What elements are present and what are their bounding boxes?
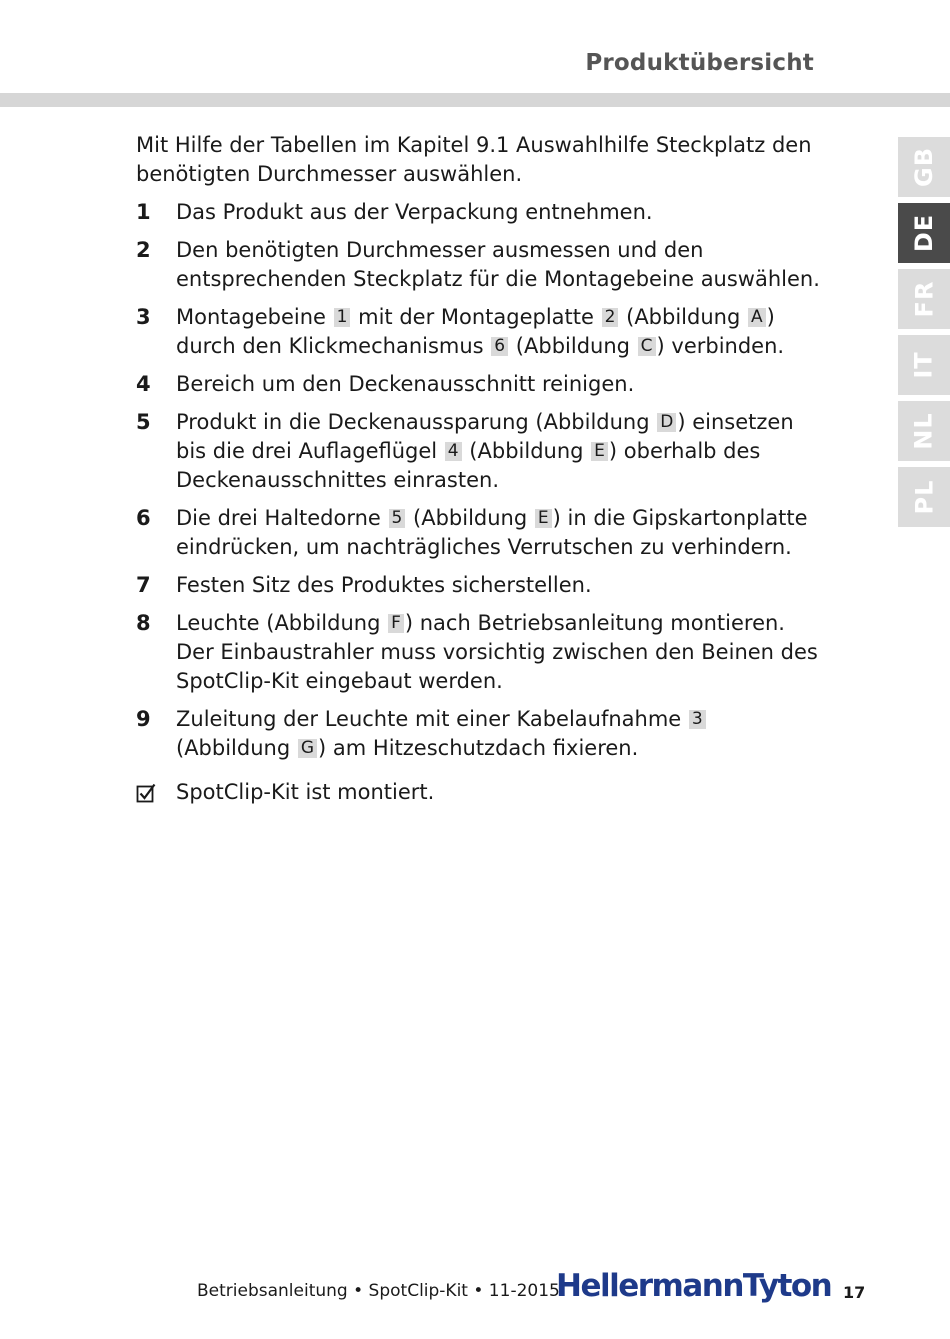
reference-marker: G bbox=[298, 739, 317, 758]
step-text-segment: ) verbinden. bbox=[656, 334, 785, 358]
step-item bbox=[136, 370, 826, 399]
intro-paragraph: Mit Hilfe der Tabellen im Kapitel 9.1 Auswahlhilfe Steckplatz den benötigten Durchmesser auswählen. bbox=[136, 133, 812, 186]
step-item bbox=[136, 705, 826, 763]
reference-marker: D bbox=[657, 413, 676, 432]
step-item bbox=[136, 609, 826, 696]
step-number: 7 bbox=[136, 573, 151, 597]
step-text-segment: Leuchte (Abbildung bbox=[176, 611, 388, 635]
language-tabs bbox=[898, 137, 950, 533]
step-number: 5 bbox=[136, 410, 151, 434]
step-text bbox=[176, 370, 826, 399]
step-text-segment: (Abbildung bbox=[406, 506, 534, 530]
reference-marker: E bbox=[591, 442, 608, 461]
step-text-segment: Den benötigten Durchmesser ausmessen und den entsprechenden Steckplatz für die Montagebeine auswählen. bbox=[176, 238, 820, 291]
step-text-segment: Bereich um den Deckenausschnitt reinigen. bbox=[176, 372, 635, 396]
step-text-segment: Zuleitung der Leuchte mit einer Kabelaufnahme bbox=[176, 707, 688, 731]
language-tab-de[interactable] bbox=[898, 203, 950, 263]
step-text-segment: Das Produkt aus der Verpackung entnehmen. bbox=[176, 200, 653, 224]
language-tab-label: GB bbox=[910, 147, 938, 187]
step-text-segment: (Abbildung bbox=[462, 439, 591, 463]
reference-marker: 5 bbox=[389, 509, 406, 528]
header-divider-bar bbox=[0, 93, 950, 107]
step-text-segment: ) einsetzen bis die drei Auflageflügel bbox=[176, 410, 794, 463]
step-text-segment: ) nach Betriebsanleitung montieren. Der Einbaustrahler muss vorsichtig zwischen den Beinen des SpotClip-Kit eingebaut werden. bbox=[176, 611, 818, 693]
step-number: 6 bbox=[136, 506, 151, 530]
reference-marker: A bbox=[748, 308, 766, 327]
step-text-segment: mit der Montageplatte bbox=[351, 305, 601, 329]
language-tab-label: DE bbox=[909, 213, 938, 253]
page-header-title: Produktübersicht bbox=[585, 50, 814, 76]
language-tab-fr[interactable] bbox=[898, 269, 950, 329]
step-text-segment: ) durch den Klickmechanismus bbox=[176, 305, 775, 358]
step-text-segment: Festen Sitz des Produktes sicherstellen. bbox=[176, 573, 592, 597]
result-line bbox=[136, 778, 826, 807]
step-number: 4 bbox=[136, 372, 151, 396]
step-number: 3 bbox=[136, 305, 151, 329]
step-text-segment: ) am Hitzeschutzdach fixieren. bbox=[318, 736, 639, 760]
step-item bbox=[136, 571, 826, 600]
language-tab-gb[interactable] bbox=[898, 137, 950, 197]
reference-marker: 2 bbox=[602, 308, 619, 327]
step-item bbox=[136, 504, 826, 562]
step-number: 1 bbox=[136, 200, 151, 224]
reference-marker: 3 bbox=[689, 710, 706, 729]
reference-marker: E bbox=[535, 509, 552, 528]
step-text-segment: (Abbildung bbox=[509, 334, 637, 358]
reference-marker: C bbox=[638, 337, 656, 356]
step-text bbox=[176, 504, 826, 562]
language-tab-label: FR bbox=[910, 280, 938, 318]
step-text-segment: Produkt in die Deckenaussparung (Abbildung bbox=[176, 410, 657, 434]
language-tab-label: IT bbox=[910, 351, 938, 379]
reference-marker: 1 bbox=[334, 308, 351, 327]
reference-marker: 4 bbox=[445, 442, 462, 461]
checkbox-checked-icon bbox=[136, 778, 176, 807]
step-text-segment: Die drei Haltedorne bbox=[176, 506, 388, 530]
language-tab-pl[interactable] bbox=[898, 467, 950, 527]
page-number: 17 bbox=[843, 1283, 866, 1302]
brand-logo: HellermannTyton bbox=[556, 1268, 832, 1304]
step-text bbox=[176, 571, 826, 600]
step-text-segment: (Abbildung bbox=[619, 305, 747, 329]
step-text-segment: ) oberhalb des Deckenausschnittes einrasten. bbox=[176, 439, 761, 492]
language-tab-label: PL bbox=[909, 479, 938, 515]
step-item bbox=[136, 303, 826, 361]
step-item bbox=[136, 198, 826, 227]
step-text bbox=[176, 408, 826, 495]
step-text-segment: (Abbildung bbox=[176, 736, 297, 760]
step-number: 8 bbox=[136, 611, 151, 635]
language-tab-it[interactable] bbox=[898, 335, 950, 395]
step-number: 2 bbox=[136, 238, 151, 262]
footer-document-info: Betriebsanleitung • SpotClip-Kit • 11-2015 bbox=[197, 1281, 560, 1301]
reference-marker: 6 bbox=[491, 337, 508, 356]
step-text bbox=[176, 303, 826, 361]
step-text-segment: ) in die Gipskartonplatte eindrücken, um nachträgliches Verrutschen zu verhindern. bbox=[176, 506, 808, 559]
language-tab-nl[interactable] bbox=[898, 401, 950, 461]
step-text bbox=[176, 236, 826, 294]
steps-list bbox=[136, 198, 826, 763]
reference-marker: F bbox=[388, 614, 404, 633]
instructions-content bbox=[136, 131, 826, 807]
step-number: 9 bbox=[136, 707, 151, 731]
step-text-segment: Montagebeine bbox=[176, 305, 333, 329]
step-text bbox=[176, 609, 826, 696]
step-text bbox=[176, 705, 826, 763]
result-text: SpotClip-Kit ist montiert. bbox=[176, 780, 435, 804]
language-tab-label: NL bbox=[909, 412, 938, 450]
step-text bbox=[176, 198, 826, 227]
step-item bbox=[136, 236, 826, 294]
step-item bbox=[136, 408, 826, 495]
